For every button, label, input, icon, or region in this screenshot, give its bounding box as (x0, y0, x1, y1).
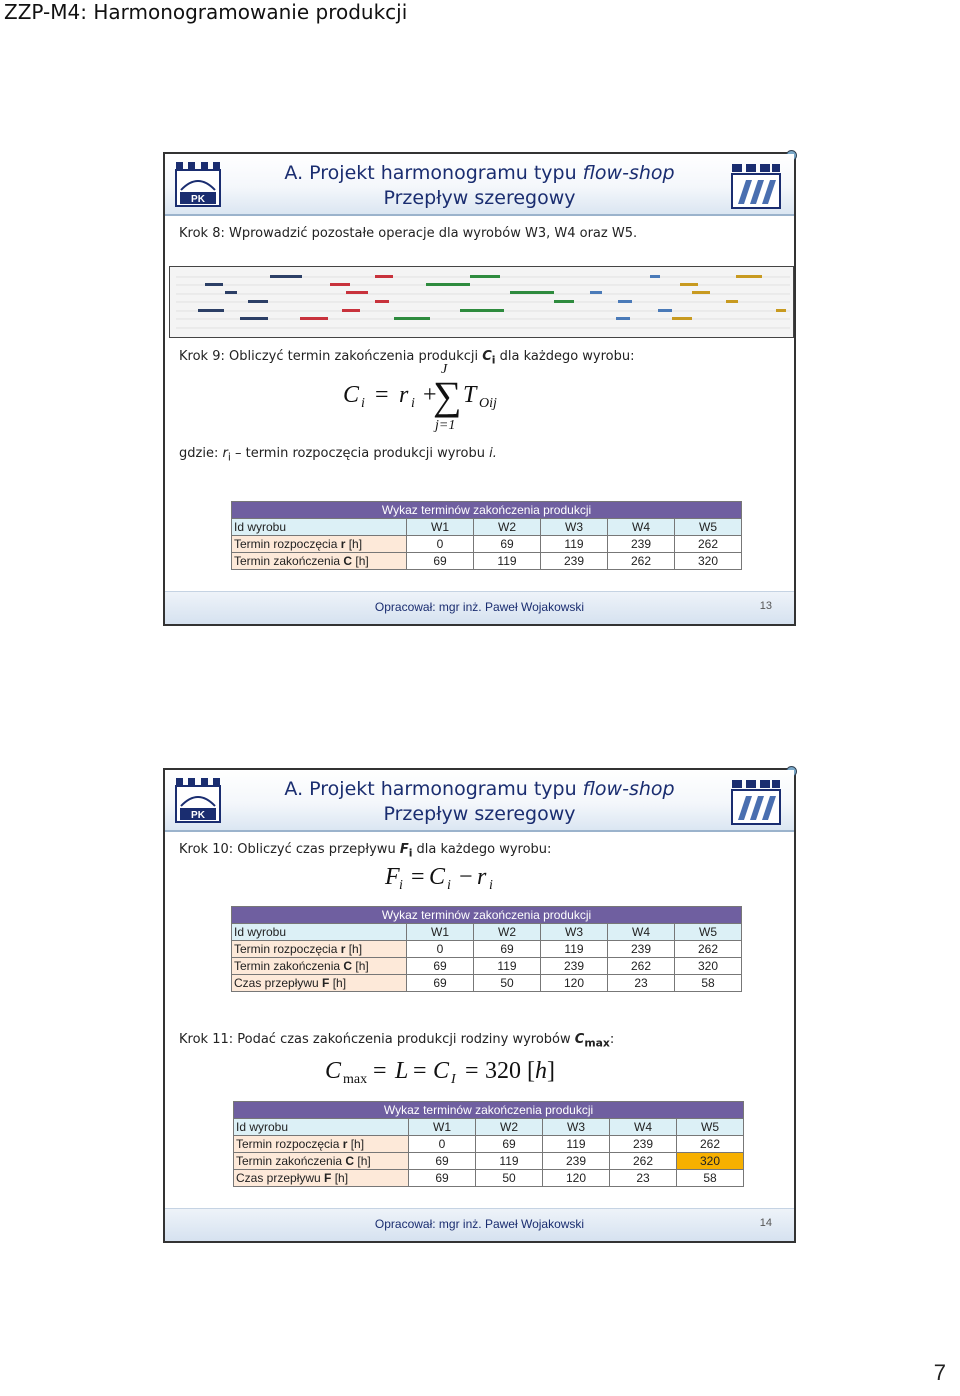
table-cell: W2 (476, 1119, 543, 1136)
slide-13 (163, 152, 796, 626)
table-cell: 69 (407, 975, 474, 992)
table-cell: 58 (677, 1170, 744, 1187)
slide-footer (165, 1208, 794, 1241)
table-cell: 262 (675, 536, 742, 553)
row-label-flow: Czas przepływu F [h] (232, 975, 407, 992)
row-label-start: Termin rozpoczęcia r [h] (232, 536, 407, 553)
slide-title-line1: A. Projekt harmonogramu typu flow-shop (284, 778, 675, 800)
table-cell: 0 (407, 536, 474, 553)
table-cell: 120 (541, 975, 608, 992)
table-caption: Wykaz terminów zakończenia produkcji (232, 502, 742, 519)
row-label-start: Termin rozpoczęcia r [h] (234, 1136, 409, 1153)
table-cell: 69 (409, 1153, 476, 1170)
table-cell: 69 (407, 553, 474, 570)
table-cell: 119 (476, 1153, 543, 1170)
step11-text: Krok 11: Podać czas zakończenia produkcji rodziny wyrobów $C_{max}$: (179, 1032, 615, 1050)
table-cell: 262 (608, 553, 675, 570)
cmax-table (233, 1101, 744, 1187)
table-cell: 239 (610, 1136, 677, 1153)
table-cell: 69 (407, 958, 474, 975)
row-label-id: Id wyrobu (232, 924, 407, 941)
table-cell: W3 (543, 1119, 610, 1136)
step10-text: Krok 10: Obliczyć czas przepływu $F_i$ dla każdego wyrobu: (179, 842, 552, 860)
table-cell: 69 (474, 536, 541, 553)
table-cell: 119 (474, 958, 541, 975)
table-cell: W1 (407, 519, 474, 536)
table-cell: W1 (407, 924, 474, 941)
castle-logo-icon (730, 776, 782, 826)
slide-header (165, 770, 794, 832)
table-cell: 262 (677, 1136, 744, 1153)
table-cell: 239 (541, 958, 608, 975)
cmax-formula: C max = L = C I = 320 [h] (325, 1058, 555, 1087)
table-cell: W3 (541, 924, 608, 941)
row-label-id: Id wyrobu (232, 519, 407, 536)
document-title: ZZP-M4: Harmonogramowanie produkcji (4, 0, 408, 24)
gantt-chart (169, 266, 794, 338)
page-number: 7 (933, 1360, 946, 1385)
table-cell: 119 (474, 553, 541, 570)
footer-author: Opracował: mgr inż. Paweł Wojakowski (374, 1217, 585, 1231)
row-label-end: Termin zakończenia C [h] (232, 553, 407, 570)
table-cell: 0 (407, 941, 474, 958)
table-cell: 262 (675, 941, 742, 958)
table-cell: W4 (608, 519, 675, 536)
footer-author: Opracował: mgr inż. Paweł Wojakowski (374, 600, 585, 614)
row-label-id: Id wyrobu (234, 1119, 409, 1136)
table-cell: 239 (608, 536, 675, 553)
where-text: gdzie: $r_i$ – termin rozpoczęcia produkcji wyrobu i. (179, 446, 497, 464)
table-cell: 320 (675, 958, 742, 975)
table-cell: 69 (474, 941, 541, 958)
table-cell: 120 (543, 1170, 610, 1187)
table-cell: W2 (474, 519, 541, 536)
step8-text: Krok 8: Wprowadzić pozostałe operacje dla wyrobów W3, W4 oraz W5. (179, 226, 638, 241)
row-label-end: Termin zakończenia C [h] (234, 1153, 409, 1170)
table-caption: Wykaz terminów zakończenia produkcji (232, 907, 742, 924)
table-cell: 119 (543, 1136, 610, 1153)
table-cell: W4 (608, 924, 675, 941)
slide-title-line2: Przepływ szeregowy (383, 803, 576, 825)
table-cell: W3 (541, 519, 608, 536)
table-cell: 23 (610, 1170, 677, 1187)
castle-logo-icon (730, 160, 782, 210)
table-cell: W5 (677, 1119, 744, 1136)
table-cell: 320 (675, 553, 742, 570)
row-label-flow: Czas przepływu F [h] (234, 1170, 409, 1187)
table-cell: 239 (543, 1153, 610, 1170)
flow-time-table (231, 906, 742, 992)
slide-number: 13 (759, 600, 772, 612)
flow-time-formula: F i = C i − r i (385, 864, 493, 893)
slide-title-line2: Przepływ szeregowy (383, 187, 576, 209)
table-cell: 119 (541, 941, 608, 958)
table-cell: 69 (409, 1170, 476, 1187)
svg-text:PK: PK (191, 810, 205, 821)
table-cell: 50 (474, 975, 541, 992)
svg-text:PK: PK (191, 194, 205, 205)
row-label-start: Termin rozpoczęcia r [h] (232, 941, 407, 958)
slide-title-line1: A. Projekt harmonogramu typu flow-shop (284, 162, 675, 184)
slide-number: 14 (759, 1217, 772, 1229)
table-cell: W5 (675, 519, 742, 536)
slide-header (165, 154, 794, 216)
table-cell: W2 (474, 924, 541, 941)
slide-footer (165, 591, 794, 624)
table-cell: 0 (409, 1136, 476, 1153)
highlighted-cmax-cell: 320 (677, 1153, 744, 1170)
table-cell: 23 (608, 975, 675, 992)
table-cell: 262 (608, 958, 675, 975)
row-label-end: Termin zakończenia C [h] (232, 958, 407, 975)
table-cell: 119 (541, 536, 608, 553)
completion-formula: C i = r i + J ∑ j=1 T Oij (343, 362, 497, 433)
table-cell: W5 (675, 924, 742, 941)
table-cell: 239 (608, 941, 675, 958)
table-cell: 50 (476, 1170, 543, 1187)
table-caption: Wykaz terminów zakończenia produkcji (234, 1102, 744, 1119)
table-cell: 262 (610, 1153, 677, 1170)
table-cell: 69 (476, 1136, 543, 1153)
table-cell: W4 (610, 1119, 677, 1136)
table-cell: 239 (541, 553, 608, 570)
completion-table (231, 501, 742, 570)
table-cell: 58 (675, 975, 742, 992)
table-cell: W1 (409, 1119, 476, 1136)
slide-14 (163, 768, 796, 1243)
step9-text: Krok 9: Obliczyć termin zakończenia produkcji $C_i$ dla każdego wyrobu: (179, 349, 635, 367)
